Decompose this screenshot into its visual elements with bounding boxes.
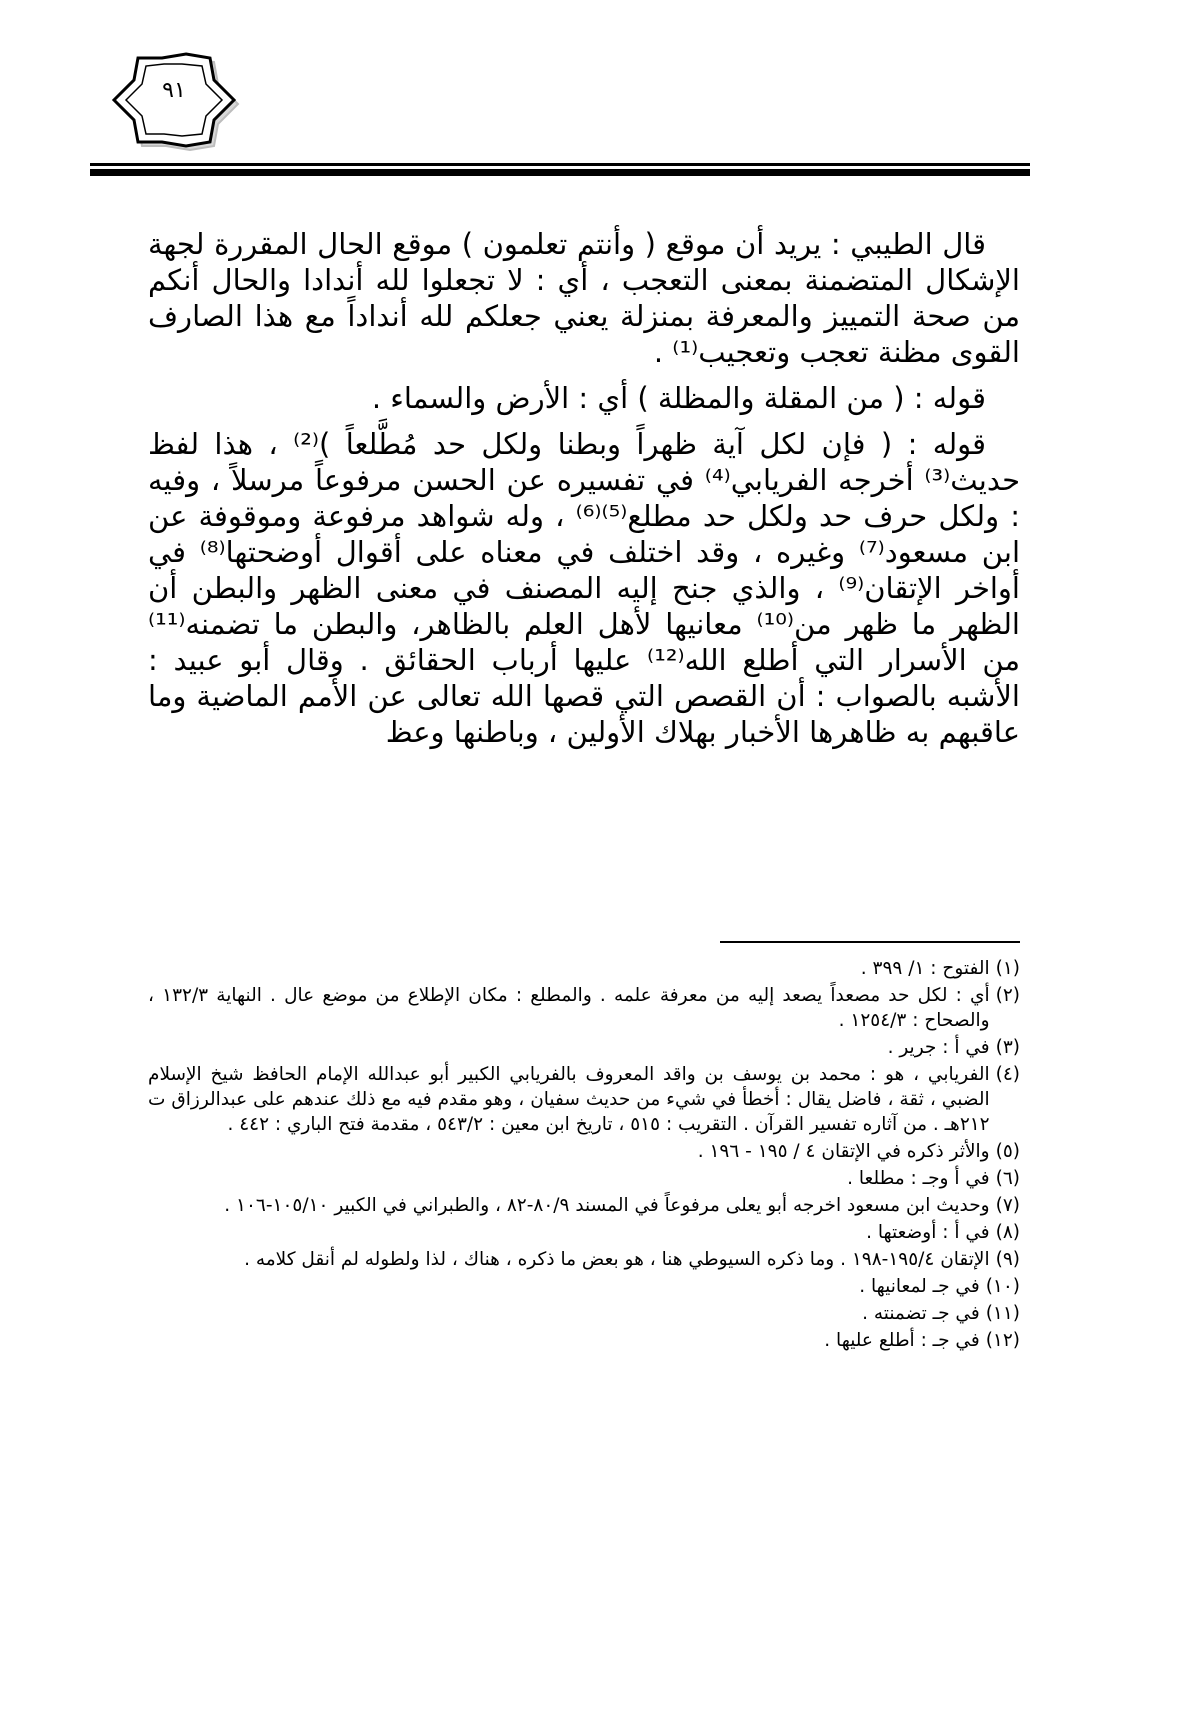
footnote-number: (٥): [995, 1141, 1020, 1162]
footnotes: [148, 956, 1020, 1355]
footnote: [148, 1274, 1020, 1299]
footnote-text: الفتوح : ١/ ٣٩٩ .: [860, 958, 990, 979]
footnote-text: في جـ : أطلع عليها .: [824, 1330, 980, 1351]
footnote-text: في أ وجـ : مطلعا .: [847, 1168, 990, 1189]
paragraph: قال الطيبي : يريد أن موقع ( وأنتم تعلمون ) موقع الحال المقررة لجهة الإشكال المتضمنة بمعنى التعجب ، أي : لا تجعلوا لله أندادا والحال أنكم من صحة التمييز والمعرفة بمنزلة يعني جعلكم لله أنداداً مع هذا الصارف القوى مظنة تعجب وتعجيب⁽¹⁾ .: [148, 227, 1020, 369]
footnote-text: في جـ لمعانيها .: [859, 1276, 980, 1297]
footnote-number: (١٠): [985, 1276, 1020, 1297]
footnote: [148, 1062, 1020, 1137]
footnote: [148, 1035, 1020, 1060]
header-rule-thick: [90, 169, 1030, 176]
footnote-number: (٩): [995, 1249, 1020, 1270]
main-text: [148, 226, 1020, 750]
footnote: [148, 1166, 1020, 1191]
footnote: [148, 983, 1020, 1033]
footnote-number: (٢): [995, 985, 1020, 1006]
paragraph: قوله : ( من المقلة والمظلة ) أي : الأرض والسماء .: [371, 381, 986, 415]
footnote-number: (٨): [995, 1222, 1020, 1243]
footnote: [148, 1220, 1020, 1245]
footnote-text: أي : لكل حد مصعداً يصعد إليه من معرفة علمه . والمطلع : مكان الإطلاع من موضع عال . النهاية ١٣٢/٣ ، والصحاح : ١٢٥٤/٣ .: [148, 985, 990, 1031]
footnote: [148, 1301, 1020, 1326]
footnote: [148, 1193, 1020, 1218]
footnote-number: (٤): [995, 1064, 1020, 1085]
footnote-number: (١٢): [985, 1330, 1020, 1351]
footnote-number: (١): [995, 958, 1020, 979]
footnote-number: (٦): [995, 1168, 1020, 1189]
footnote-text: في أ : جرير .: [887, 1037, 990, 1058]
footnote-text: الإتقان ١٩٥/٤-١٩٨ . وما ذكره السيوطي هنا ، هو بعض ما ذكره ، هناك ، لذا ولطوله لم أنقل كلامه .: [244, 1249, 990, 1270]
footnote: [148, 956, 1020, 981]
footnote-text: الفريابي ، هو : محمد بن يوسف بن واقد المعروف بالفريابي الكبير أبو عبدالله الإمام الحافظ شيخ الإسلام الضبي ، ثقة ، فاضل يقال : أخطأ في شيء من حديث سفيان ، وهو مقدم فيه مع ذلك عندهم على عبدالرزاق ت ٢١٢هـ . من آثاره تفسير القرآن . التقريب : ٥١٥ ، تاريخ ابن معين : ٥٤٣/٢ ، مقدمة فتح الباري : ٤٤٢ .: [148, 1064, 990, 1135]
footnote-number: (١١): [985, 1303, 1020, 1324]
footnote: [148, 1139, 1020, 1164]
footnote-number: (٧): [995, 1195, 1020, 1216]
footnote-text: وحديث ابن مسعود اخرجه أبو يعلى مرفوعاً في المسند ٨٠/٩-٨٢ ، والطبراني في الكبير ١٠٥/١٠-١٠٦ .: [224, 1195, 990, 1216]
footnote-text: والأثر ذكره في الإتقان ٤ / ١٩٥ - ١٩٦ .: [697, 1141, 990, 1162]
header-rule-thin: [90, 163, 1030, 166]
page-number-badge: [108, 44, 240, 156]
page-number: ٩١: [162, 78, 186, 103]
footnote-number: (٣): [995, 1037, 1020, 1058]
footnote-separator: [720, 941, 1020, 943]
footnote: [148, 1247, 1020, 1272]
footnote-text: في أ : أوضعتها .: [866, 1222, 990, 1243]
footnote: [148, 1328, 1020, 1353]
footnote-text: في جـ تضمنته .: [862, 1303, 980, 1324]
paragraph: قوله : ( فإن لكل آية ظهراً وبطنا ولكل حد مُطَّلعاً )⁽²⁾ ، هذا لفظ حديث⁽³⁾ أخرجه الفريابي⁽⁴⁾ في تفسيره عن الحسن مرفوعاً مرسلاً ، وفيه : ولكل حرف حد ولكل حد مطلع⁽⁵⁾⁽⁶⁾ ، وله شواهد مرفوعة وموقوفة عن ابن مسعود⁽⁷⁾ وغيره ، وقد اختلف في معناه على أقوال أوضحتها⁽⁸⁾ في أواخر الإتقان⁽⁹⁾ ، والذي جنح إليه المصنف في معنى الظهر والبطن أن الظهر ما ظهر من⁽¹⁰⁾ معانيها لأهل العلم بالظاهر، والبطن ما تضمنه⁽¹¹⁾ من الأسرار التي أطلع الله⁽¹²⁾ عليها أرباب الحقائق . وقال أبو عبيد : الأشبه بالصواب : أن القصص التي قصها الله تعالى عن الأمم الماضية وما عاقبهم به ظاهرها الأخبار بهلاك الأولين ، وباطنها وعظ: [148, 427, 1020, 749]
